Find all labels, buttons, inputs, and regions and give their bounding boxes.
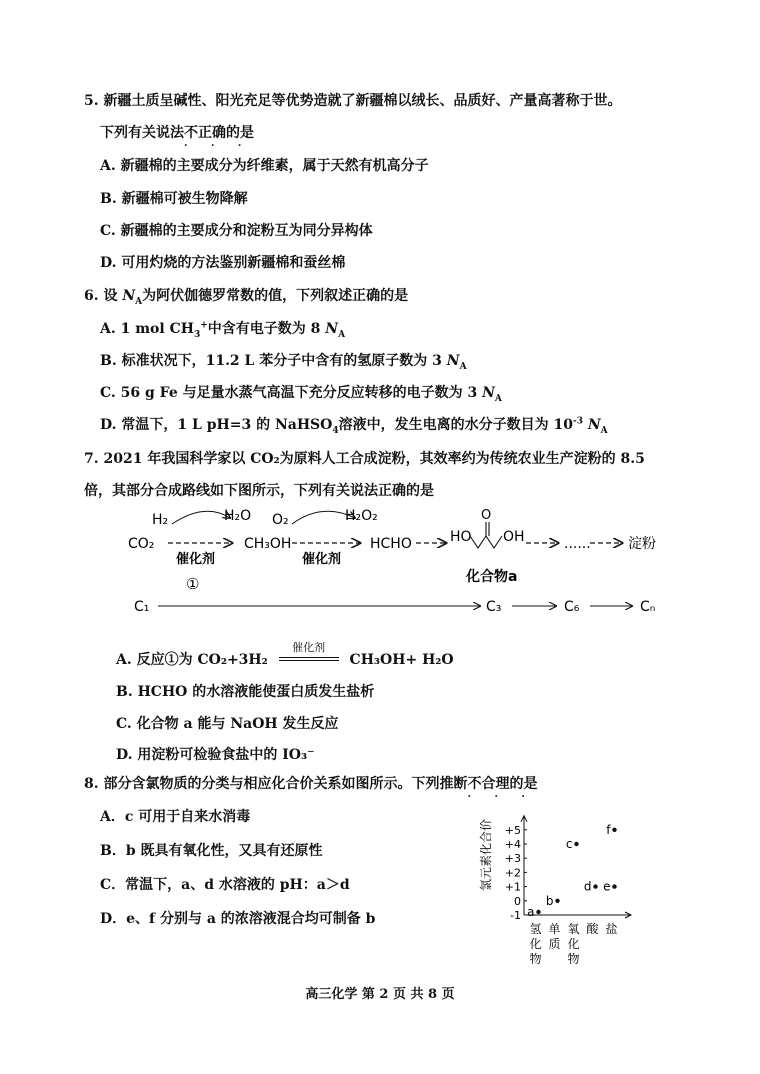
compound-o: O xyxy=(481,508,492,523)
point-label-e: e xyxy=(603,879,611,894)
q7-option-b: B. HCHO 的水溶液能使蛋白质发生盐析 xyxy=(116,684,375,700)
q5-option-d: D. 可用灼烧的方法鉴别新疆棉和蚕丝棉 xyxy=(100,255,346,271)
y-axis-label: 氯元素化合价 xyxy=(479,818,493,892)
starch-label: 淀粉 xyxy=(628,536,656,552)
q5-option-c: C. 新疆棉的主要成分和淀粉互为同分异构体 xyxy=(100,223,373,239)
x-tick-label: 化 xyxy=(567,937,580,951)
h2-label: H₂ xyxy=(152,512,169,528)
point-label-f: f xyxy=(606,822,611,837)
q6-stem: 6. 设 $N_A$为阿伏伽德罗常数的值，下列叙述正确的是 xyxy=(84,288,409,307)
h2o2-label: H₂O₂ xyxy=(345,508,378,524)
q5-emphasis: 不正确 . . . xyxy=(184,125,252,149)
x-tick-label: 氧 xyxy=(567,922,580,936)
y-tick-label: -1 xyxy=(510,909,521,922)
point-label-d: d xyxy=(583,879,592,894)
data-point-c xyxy=(574,842,578,846)
point-label-b: b xyxy=(545,893,554,908)
point-label-c: c xyxy=(565,837,573,851)
q5-stem-line2: 下列有关说法不正确 . . . 的是 xyxy=(100,125,254,149)
compound-a-label: 化合物a xyxy=(466,569,518,585)
q8-emphasis: 不合理 . . . xyxy=(467,776,535,800)
compound-ho: HO xyxy=(450,529,472,545)
equilibrium-sign: 催化剂 xyxy=(279,653,339,667)
x-tick-label: 物 xyxy=(529,952,542,966)
q5-option-a: A. 新疆棉的主要成分为纤维素，属于天然有机高分子 xyxy=(100,158,429,174)
x-tick-label: 化 xyxy=(529,937,542,951)
c3-label: C₃ xyxy=(486,599,502,615)
cn-label: Cₙ xyxy=(640,599,656,615)
c1-label: C₁ xyxy=(134,599,150,615)
catalyst-1: 催化剂 xyxy=(176,552,216,567)
x-tick-label: 盐 xyxy=(605,922,618,936)
o2-label: O₂ xyxy=(272,512,289,528)
circle-1: ① xyxy=(186,575,200,593)
data-point-b xyxy=(555,899,559,903)
x-tick-label: 质 xyxy=(548,937,561,951)
c6-label: C₆ xyxy=(564,599,580,615)
h2o-label: H₂O xyxy=(224,508,252,524)
q6-option-d: D. 常温下，1 L pH=3 的 NaHSO$_4$溶液中，发生电离的水分子数目为 $10^{-3}$ $N_A$ xyxy=(100,416,608,436)
q7-option-c: C. 化合物 a 能与 NaOH 发生反应 xyxy=(116,716,339,732)
synthesis-scheme xyxy=(0,500,760,625)
co2-label: CO₂ xyxy=(128,536,155,552)
q6-option-a: A. 1 mol $CH_3^+$中含有电子数为 8 $N_A$ xyxy=(100,320,346,340)
q6-option-c: C. 56 g Fe 与足量水蒸气高温下充分反应转移的电子数为 3 $N_A$ xyxy=(100,385,502,404)
curved-arrow-1 xyxy=(172,511,230,524)
q7-option-d: D. 用淀粉可检验食盐中的 IO₃⁻ xyxy=(116,747,315,763)
data-point-a xyxy=(536,910,540,914)
data-point-f xyxy=(612,828,616,832)
x-tick-label: 氢 xyxy=(529,922,542,936)
q8-stem: 8. 部分含氯物质的分类与相应化合价关系如图所示。下列推断不合理 . . . 的是 xyxy=(84,776,538,800)
q7-option-a: A. 反应①为 CO₂+3H₂ 催化剂 CH₃OH+ H₂O xyxy=(116,641,454,668)
point-label-a: a xyxy=(527,905,535,919)
y-tick-label: +1 xyxy=(504,880,521,894)
q8-option-c: C．常温下，a、d 水溶液的 pH：a＞d xyxy=(100,877,350,893)
catalyst-2: 催化剂 xyxy=(302,552,342,567)
y-tick-label: +5 xyxy=(504,823,521,837)
x-tick-label: 酸 xyxy=(586,922,599,936)
q8-option-b: B．b 既具有氧化性，又具有还原性 xyxy=(100,843,323,859)
dots-label: ...... xyxy=(564,536,591,552)
q6-option-b: B. 标准状况下，11.2 L 苯分子中含有的氢原子数为 3 $N_A$ xyxy=(100,353,467,372)
y-tick-label: +2 xyxy=(504,866,521,880)
x-tick-label: 物 xyxy=(567,952,580,966)
y-tick-label: +3 xyxy=(504,852,521,866)
q7-stem-line2: 倍，其部分合成路线如下图所示，下列有关说法正确的是 xyxy=(84,483,434,499)
q8-option-d: D．e、f 分别与 a 的浓溶液混合均可制备 b xyxy=(100,911,376,927)
y-tick-label: 0 xyxy=(514,894,521,908)
q5-stem: 5. 新疆土质呈碱性、阳光充足等优势造就了新疆棉以绒长、品质好、产量高著称于世。 xyxy=(84,93,622,109)
q8-option-a: A．c 可用于自来水消毒 xyxy=(100,809,251,825)
compound-oh: OH xyxy=(503,529,525,545)
compound-skeleton xyxy=(470,536,502,548)
ch3oh-label: CH₃OH xyxy=(244,536,292,552)
q5-option-b: B. 新疆棉可被生物降解 xyxy=(100,191,248,207)
chlorine-valence-chart xyxy=(470,795,640,975)
q7-stem: 7. 2021 年我国科学家以 CO₂为原料人工合成淀粉，其效率约为传统农业生产淀粉的 8.5 xyxy=(84,451,645,467)
data-point-d xyxy=(593,884,597,888)
hcho-label: HCHO xyxy=(370,536,412,552)
x-tick-label: 单 xyxy=(548,922,561,936)
data-point-e xyxy=(612,884,616,888)
page-footer: 高三化学 第 2 页 共 8 页 xyxy=(305,987,455,1002)
y-tick-label: +4 xyxy=(504,838,521,851)
